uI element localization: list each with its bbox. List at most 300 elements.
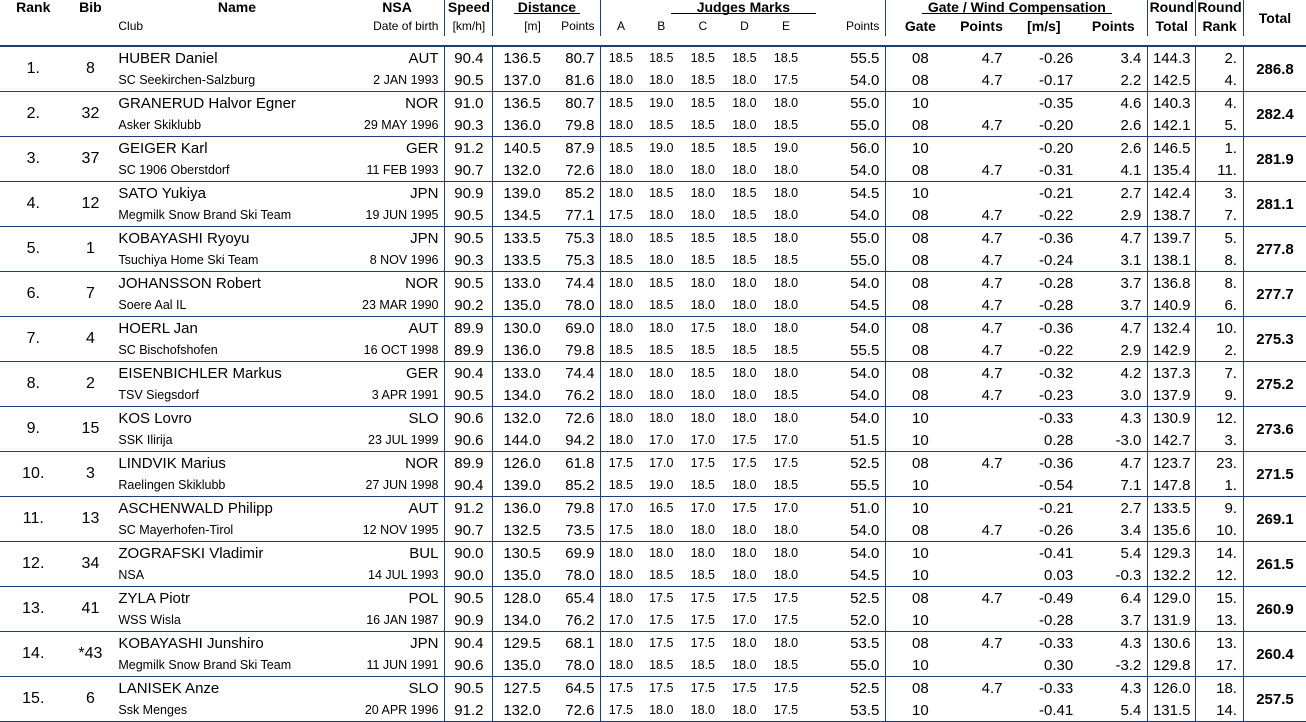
distance-cell: 127.5	[493, 677, 547, 700]
judge-mark-cell: 18.5	[682, 249, 724, 272]
total-cell: 281.1	[1243, 182, 1306, 227]
round-rank-cell: 8.	[1196, 272, 1244, 295]
speed-cell: 90.6	[445, 407, 493, 430]
athlete-row	[0, 46, 1306, 69]
dob-cell: 16 JAN 1987	[356, 609, 445, 632]
judge-mark-cell: 16.5	[649, 500, 674, 515]
distance-points-cell: 77.1	[547, 204, 601, 227]
distance-points-cell: 74.4	[565, 274, 595, 292]
judge-mark-cell: 18.5	[682, 654, 724, 677]
total-header: Total	[1243, 0, 1306, 36]
round-rank-cell: 4.	[1196, 69, 1244, 92]
round-total-cell: 129.0	[1148, 587, 1196, 610]
nsa-cell: NOR	[405, 274, 439, 292]
club-cell: NSA	[114, 564, 355, 587]
rank-cell: 14.	[0, 632, 67, 677]
wind-points-cell: -0.3	[1079, 564, 1148, 587]
judge-mark-cell: 18.0	[724, 69, 766, 92]
athlete-row-second	[0, 384, 1306, 407]
dob-cell: 11 JUN 1991	[356, 654, 445, 677]
judge-mark-cell: 18.0	[732, 275, 757, 290]
total-cell: 271.5	[1243, 452, 1306, 497]
rank-cell: 1.	[0, 46, 67, 92]
wind-points-cell: 4.3	[1120, 634, 1142, 652]
total-cell: 281.9	[1243, 137, 1306, 182]
round-total-cell: 140.9	[1148, 294, 1196, 317]
club-cell: SC Mayerhofen-Tirol	[114, 519, 355, 542]
judge-mark-cell: 17.5	[601, 204, 641, 227]
distance-points-cell: 61.8	[565, 454, 595, 472]
judge-mark-cell: 19.0	[649, 95, 674, 110]
round-rank-cell: 1.	[1196, 137, 1244, 160]
distance-cell: 129.5	[493, 632, 547, 655]
judge-mark-cell: 18.0	[649, 320, 674, 335]
round-rank-cell: 10.	[1196, 317, 1244, 340]
gate-points-cell: 4.7	[981, 454, 1003, 472]
wind-cell: -0.49	[1039, 589, 1074, 607]
distance-points-cell: 76.2	[547, 384, 601, 407]
wind-cell: -0.23	[1009, 384, 1080, 407]
judge-mark-cell: 18.0	[732, 635, 757, 650]
bib-cell: 12	[67, 182, 115, 227]
judge-mark-cell: 18.0	[765, 204, 807, 227]
rank-cell: 5.	[0, 227, 67, 272]
athlete-row-second	[0, 114, 1306, 137]
wind-cell: -0.20	[1009, 114, 1080, 137]
judge-mark-cell: 18.0	[724, 159, 766, 182]
rank-cell: 8.	[0, 362, 67, 407]
athlete-row-second	[0, 564, 1306, 587]
gate-points-cell	[954, 407, 1008, 430]
speed-header: Speed	[445, 0, 493, 16]
nsa-cell: AUT	[408, 49, 439, 67]
athlete-name: HOERL Jan	[118, 319, 198, 337]
distance-cell: 136.0	[493, 114, 547, 137]
round-total-cell: 138.1	[1148, 249, 1196, 272]
distance-points-header: Points	[561, 19, 595, 33]
club-cell: Tsuchiya Home Ski Team	[114, 249, 355, 272]
distance-points-cell: 65.4	[565, 589, 595, 607]
round-total-cell: 135.4	[1148, 159, 1196, 182]
judge-mark-cell: 18.5	[601, 249, 641, 272]
club-cell: Megmilk Snow Brand Ski Team	[114, 204, 355, 227]
distance-points-cell: 64.5	[565, 679, 595, 697]
wind-cell: 0.30	[1009, 654, 1080, 677]
wind-cell: -0.21	[1039, 499, 1074, 517]
judges-points-cell: 52.5	[850, 454, 880, 472]
round-total-cell: 142.1	[1148, 114, 1196, 137]
total-cell: 273.6	[1243, 407, 1306, 452]
nsa-cell: SLO	[408, 679, 439, 697]
wind-points-cell: 2.9	[1079, 204, 1148, 227]
distance-cell: 136.0	[493, 497, 547, 520]
judge-mark-cell: 18.5	[732, 140, 757, 155]
dob-cell: 8 NOV 1996	[356, 249, 445, 272]
speed-cell: 90.5	[445, 384, 493, 407]
athlete-row	[0, 182, 1306, 205]
judges-points-cell: 56.0	[850, 139, 880, 157]
gate-points-cell: 4.7	[981, 229, 1003, 247]
wind-points-cell: 4.7	[1120, 319, 1142, 337]
judges-points-cell: 54.0	[850, 544, 880, 562]
speed-cell: 90.5	[445, 677, 493, 700]
judges-points-cell: 55.0	[807, 654, 886, 677]
wind-points-cell: 4.7	[1120, 454, 1142, 472]
distance-cell: 136.5	[493, 46, 547, 69]
judges-points-cell: 54.5	[850, 184, 880, 202]
total-cell: 277.8	[1243, 227, 1306, 272]
distance-points-cell: 81.6	[547, 69, 601, 92]
round-rank-cell: 12.	[1196, 564, 1244, 587]
athlete-row	[0, 317, 1306, 340]
speed-cell: 90.4	[445, 474, 493, 497]
gate-cell: 08	[886, 159, 955, 182]
judge-mark-cell: 18.0	[773, 635, 799, 650]
judge-mark-cell: 18.0	[765, 564, 807, 587]
judge-mark-cell: 18.5	[640, 564, 682, 587]
speed-cell: 90.2	[445, 294, 493, 317]
gate-cell: 10	[886, 182, 955, 205]
round-total-cell: 137.3	[1148, 362, 1196, 385]
judges-points-header: Points	[845, 19, 880, 33]
round-rank-cell: 13.	[1196, 632, 1244, 655]
round-rank-cell: 4.	[1196, 92, 1244, 115]
judge-mark-cell: 18.0	[682, 294, 724, 317]
judge-mark-cell: 18.5	[640, 654, 682, 677]
judge-mark-cell: 18.0	[773, 320, 799, 335]
gate-cell: 08	[886, 452, 955, 475]
wind-cell: -0.28	[1039, 274, 1074, 292]
distance-points-cell: 79.8	[565, 499, 595, 517]
round-total-cell: 137.9	[1148, 384, 1196, 407]
nsa-cell: AUT	[408, 499, 439, 517]
wind-cell: -0.32	[1039, 364, 1074, 382]
bib-cell: 15	[67, 407, 115, 452]
judges-points-cell: 55.5	[850, 49, 880, 67]
judges-points-cell: 55.0	[807, 114, 886, 137]
judge-mark-cell: 18.0	[640, 699, 682, 722]
judge-mark-cell: 18.0	[773, 185, 799, 200]
round-total-header: Total	[1148, 16, 1196, 36]
judge-mark-cell: 17.0	[601, 609, 641, 632]
wind-points-cell: 3.7	[1079, 294, 1148, 317]
gate-cell: 10	[886, 497, 955, 520]
gate-cell: 08	[886, 114, 955, 137]
judge-c-header: C	[698, 19, 708, 33]
judge-mark-cell: 18.0	[682, 204, 724, 227]
judges-points-cell: 54.0	[807, 384, 886, 407]
judge-mark-cell: 18.0	[601, 654, 641, 677]
judge-mark-cell: 18.0	[773, 545, 799, 560]
bib-cell: 8	[67, 46, 115, 92]
bib-cell: 3	[67, 452, 115, 497]
judge-mark-cell: 18.0	[601, 159, 641, 182]
dob-cell: 20 APR 1996	[356, 699, 445, 722]
judge-mark-cell: 18.0	[601, 114, 641, 137]
dob-cell: 14 JUL 1993	[356, 564, 445, 587]
club-cell: Megmilk Snow Brand Ski Team	[114, 654, 355, 677]
club-header: Club	[118, 19, 144, 33]
round-total-cell: 136.8	[1148, 272, 1196, 295]
speed-cell: 90.4	[445, 362, 493, 385]
gate-cell: 08	[886, 249, 955, 272]
judge-mark-cell: 17.5	[682, 609, 724, 632]
athlete-row	[0, 632, 1306, 655]
speed-cell: 90.9	[445, 182, 493, 205]
gate-cell: 10	[886, 429, 955, 452]
round-rank-cell: 8.	[1196, 249, 1244, 272]
wind-cell: -0.28	[1009, 609, 1080, 632]
athlete-row-second	[0, 69, 1306, 92]
judge-mark-cell: 18.0	[601, 632, 641, 655]
judge-mark-cell: 18.0	[773, 410, 799, 425]
round-rank-cell: 10.	[1196, 519, 1244, 542]
bib-cell: 1	[67, 227, 115, 272]
athlete-name: ZOGRAFSKI Vladimir	[118, 544, 264, 562]
athlete-name: LINDVIK Marius	[118, 454, 226, 472]
total-cell: 275.3	[1243, 317, 1306, 362]
judge-mark-cell: 18.0	[724, 114, 766, 137]
speed-cell: 90.5	[445, 227, 493, 250]
judges-points-cell: 54.0	[850, 319, 880, 337]
judge-mark-cell: 18.0	[682, 384, 724, 407]
gate-cell: 10	[886, 564, 955, 587]
judge-mark-cell: 18.5	[640, 114, 682, 137]
judge-mark-cell: 17.5	[732, 680, 757, 695]
round-total-cell: 123.7	[1148, 452, 1196, 475]
nsa-cell: BUL	[409, 544, 439, 562]
total-cell: 257.5	[1243, 677, 1306, 722]
bib-cell: 13	[67, 497, 115, 542]
wind-unit-header: [m/s]	[1027, 18, 1061, 34]
wind-cell: -0.22	[1009, 204, 1080, 227]
judge-mark-cell: 18.0	[601, 317, 641, 340]
wind-points-cell: 2.6	[1079, 114, 1148, 137]
athlete-row-second	[0, 609, 1306, 632]
club-cell: Soere Aal IL	[114, 294, 355, 317]
judges-points-cell: 54.0	[807, 204, 886, 227]
wind-cell: -0.24	[1009, 249, 1080, 272]
rank-cell: 15.	[0, 677, 67, 722]
judge-mark-cell: 18.5	[601, 46, 641, 69]
athlete-row-second	[0, 429, 1306, 452]
gate-points-header: Points	[960, 18, 1003, 34]
header-row-1	[0, 0, 1306, 16]
round-rank-cell: 5.	[1196, 114, 1244, 137]
speed-cell: 89.9	[445, 339, 493, 362]
speed-cell: 90.5	[445, 587, 493, 610]
judge-mark-cell: 17.5	[732, 500, 757, 515]
distance-cell: 135.0	[493, 654, 547, 677]
rank-header: Rank	[16, 0, 51, 15]
wind-points-cell: 4.3	[1120, 409, 1142, 427]
judges-points-cell: 55.5	[807, 339, 886, 362]
gate-cell: 08	[886, 317, 955, 340]
judge-mark-cell: 18.0	[601, 564, 641, 587]
gate-cell: 08	[886, 384, 955, 407]
wind-points-cell: 3.7	[1079, 609, 1148, 632]
athlete-name: GRANERUD Halvor Egner	[118, 94, 296, 112]
wind-points-cell: 2.7	[1120, 499, 1142, 517]
distance-points-cell: 69.9	[565, 544, 595, 562]
wind-cell: -0.26	[1039, 49, 1074, 67]
round-total-header-top: Round	[1149, 0, 1194, 15]
round-rank-cell: 14.	[1196, 542, 1244, 565]
judge-mark-cell: 18.0	[601, 272, 641, 295]
gate-cell: 10	[886, 474, 955, 497]
distance-points-cell: 79.8	[547, 114, 601, 137]
distance-points-cell: 78.0	[547, 654, 601, 677]
judge-mark-cell: 18.5	[724, 204, 766, 227]
judges-points-cell: 54.0	[850, 274, 880, 292]
athlete-row-second	[0, 294, 1306, 317]
judge-mark-cell: 18.0	[765, 519, 807, 542]
gate-points-cell: 4.7	[954, 204, 1008, 227]
judge-mark-cell: 18.0	[690, 185, 715, 200]
distance-cell: 133.0	[493, 362, 547, 385]
gate-points-cell: 4.7	[954, 69, 1008, 92]
speed-cell: 90.5	[445, 204, 493, 227]
wind-cell: 0.03	[1009, 564, 1080, 587]
judges-points-cell: 52.5	[850, 679, 880, 697]
gate-cell: 08	[886, 272, 955, 295]
judges-header: Judges Marks	[601, 0, 886, 16]
club-cell: SC Seekirchen-Salzburg	[114, 69, 355, 92]
judge-mark-cell: 18.0	[765, 294, 807, 317]
gate-cell: 08	[886, 204, 955, 227]
header-row-2	[0, 16, 1306, 36]
athlete-name: KOBAYASHI Junshiro	[118, 634, 264, 652]
name-header: Name	[217, 0, 257, 15]
nsa-cell: AUT	[408, 319, 439, 337]
judge-b-header: B	[657, 19, 666, 33]
judge-mark-cell: 17.0	[682, 429, 724, 452]
wind-points-cell: 7.1	[1079, 474, 1148, 497]
distance-cell: 135.0	[493, 564, 547, 587]
round-rank-cell: 3.	[1196, 429, 1244, 452]
judge-mark-cell: 18.5	[765, 114, 807, 137]
athlete-name: EISENBICHLER Markus	[118, 364, 282, 382]
judge-mark-cell: 18.0	[682, 519, 724, 542]
gate-points-cell: 4.7	[954, 114, 1008, 137]
distance-points-cell: 85.2	[565, 184, 595, 202]
distance-points-cell: 87.9	[565, 139, 595, 157]
speed-cell: 91.2	[445, 699, 493, 722]
round-total-cell: 142.4	[1148, 182, 1196, 205]
distance-cell: 140.5	[493, 137, 547, 160]
bib-cell: *43	[67, 632, 115, 677]
total-cell: 282.4	[1243, 92, 1306, 137]
gate-points-cell	[954, 429, 1008, 452]
speed-cell: 90.7	[445, 519, 493, 542]
judge-mark-cell: 17.5	[601, 677, 641, 700]
judge-mark-cell: 18.0	[765, 159, 807, 182]
judge-mark-cell: 18.0	[601, 294, 641, 317]
total-cell: 269.1	[1243, 497, 1306, 542]
judge-mark-cell: 18.5	[690, 365, 715, 380]
judge-mark-cell: 17.5	[690, 455, 715, 470]
round-total-cell: 135.6	[1148, 519, 1196, 542]
distance-points-cell: 76.2	[547, 609, 601, 632]
wind-cell: -0.35	[1039, 94, 1074, 112]
wind-points-cell: 4.2	[1120, 364, 1142, 382]
judge-mark-cell: 18.5	[682, 564, 724, 587]
judge-mark-cell: 18.5	[724, 339, 766, 362]
wind-points-cell: 4.7	[1120, 229, 1142, 247]
gate-points-cell	[954, 564, 1008, 587]
club-cell: SC Bischofshofen	[114, 339, 355, 362]
judge-mark-cell: 18.0	[682, 699, 724, 722]
judge-d-header: D	[740, 19, 749, 33]
judge-mark-cell: 17.5	[773, 590, 799, 605]
judge-mark-cell: 17.5	[690, 635, 715, 650]
nsa-cell: JPN	[410, 229, 439, 247]
athlete-name: HUBER Daniel	[118, 49, 218, 67]
athlete-row	[0, 452, 1306, 475]
wind-cell: -0.21	[1039, 184, 1074, 202]
rank-cell: 11.	[0, 497, 67, 542]
dob-cell: 19 JUN 1995	[356, 204, 445, 227]
gate-points-cell: 4.7	[954, 249, 1008, 272]
wind-points-cell: 3.7	[1120, 274, 1142, 292]
wind-cell: -0.36	[1039, 229, 1074, 247]
wind-points-cell: 3.1	[1079, 249, 1148, 272]
round-total-cell: 146.5	[1148, 137, 1196, 160]
speed-cell: 90.4	[445, 632, 493, 655]
judges-points-cell: 54.0	[807, 69, 886, 92]
round-total-cell: 129.3	[1148, 542, 1196, 565]
distance-cell: 126.0	[493, 452, 547, 475]
wind-points-cell: 3.4	[1120, 49, 1142, 67]
gate-points-cell	[954, 497, 1008, 520]
judges-points-cell: 55.0	[850, 229, 880, 247]
judge-a-header: A	[601, 16, 641, 36]
judge-mark-cell: 18.0	[724, 699, 766, 722]
distance-cell: 134.0	[493, 609, 547, 632]
distance-cell: 132.5	[493, 519, 547, 542]
bib-header: Bib	[79, 0, 102, 15]
gate-points-cell: 4.7	[981, 319, 1003, 337]
gate-cell: 08	[886, 519, 955, 542]
judge-mark-cell: 17.5	[601, 519, 641, 542]
nsa-cell: GER	[405, 364, 439, 382]
gate-cell: 08	[886, 677, 955, 700]
judge-mark-cell: 18.0	[601, 587, 641, 610]
athlete-name: LANISEK Anze	[118, 679, 220, 697]
dob-cell: 3 APR 1991	[356, 384, 445, 407]
judge-mark-cell: 17.0	[690, 500, 715, 515]
speed-cell: 90.6	[445, 429, 493, 452]
judge-mark-cell: 17.5	[601, 699, 641, 722]
distance-points-cell: 75.3	[547, 249, 601, 272]
round-rank-header: Rank	[1196, 16, 1244, 36]
round-rank-cell: 18.	[1196, 677, 1244, 700]
wind-cell: -0.41	[1039, 544, 1074, 562]
club-cell: Asker Skiklubb	[114, 114, 355, 137]
distance-cell: 136.0	[493, 339, 547, 362]
gate-cell: 10	[886, 699, 955, 722]
round-rank-cell: 14.	[1196, 699, 1244, 722]
gate-cell: 08	[886, 46, 955, 69]
speed-cell: 91.0	[445, 92, 493, 115]
dob-cell: 11 FEB 1993	[356, 159, 445, 182]
round-total-cell: 129.8	[1148, 654, 1196, 677]
wind-cell: -0.17	[1009, 69, 1080, 92]
judge-mark-cell: 18.5	[765, 339, 807, 362]
bib-cell: 2	[67, 362, 115, 407]
speed-cell: 90.3	[445, 114, 493, 137]
judge-mark-cell: 18.0	[724, 654, 766, 677]
